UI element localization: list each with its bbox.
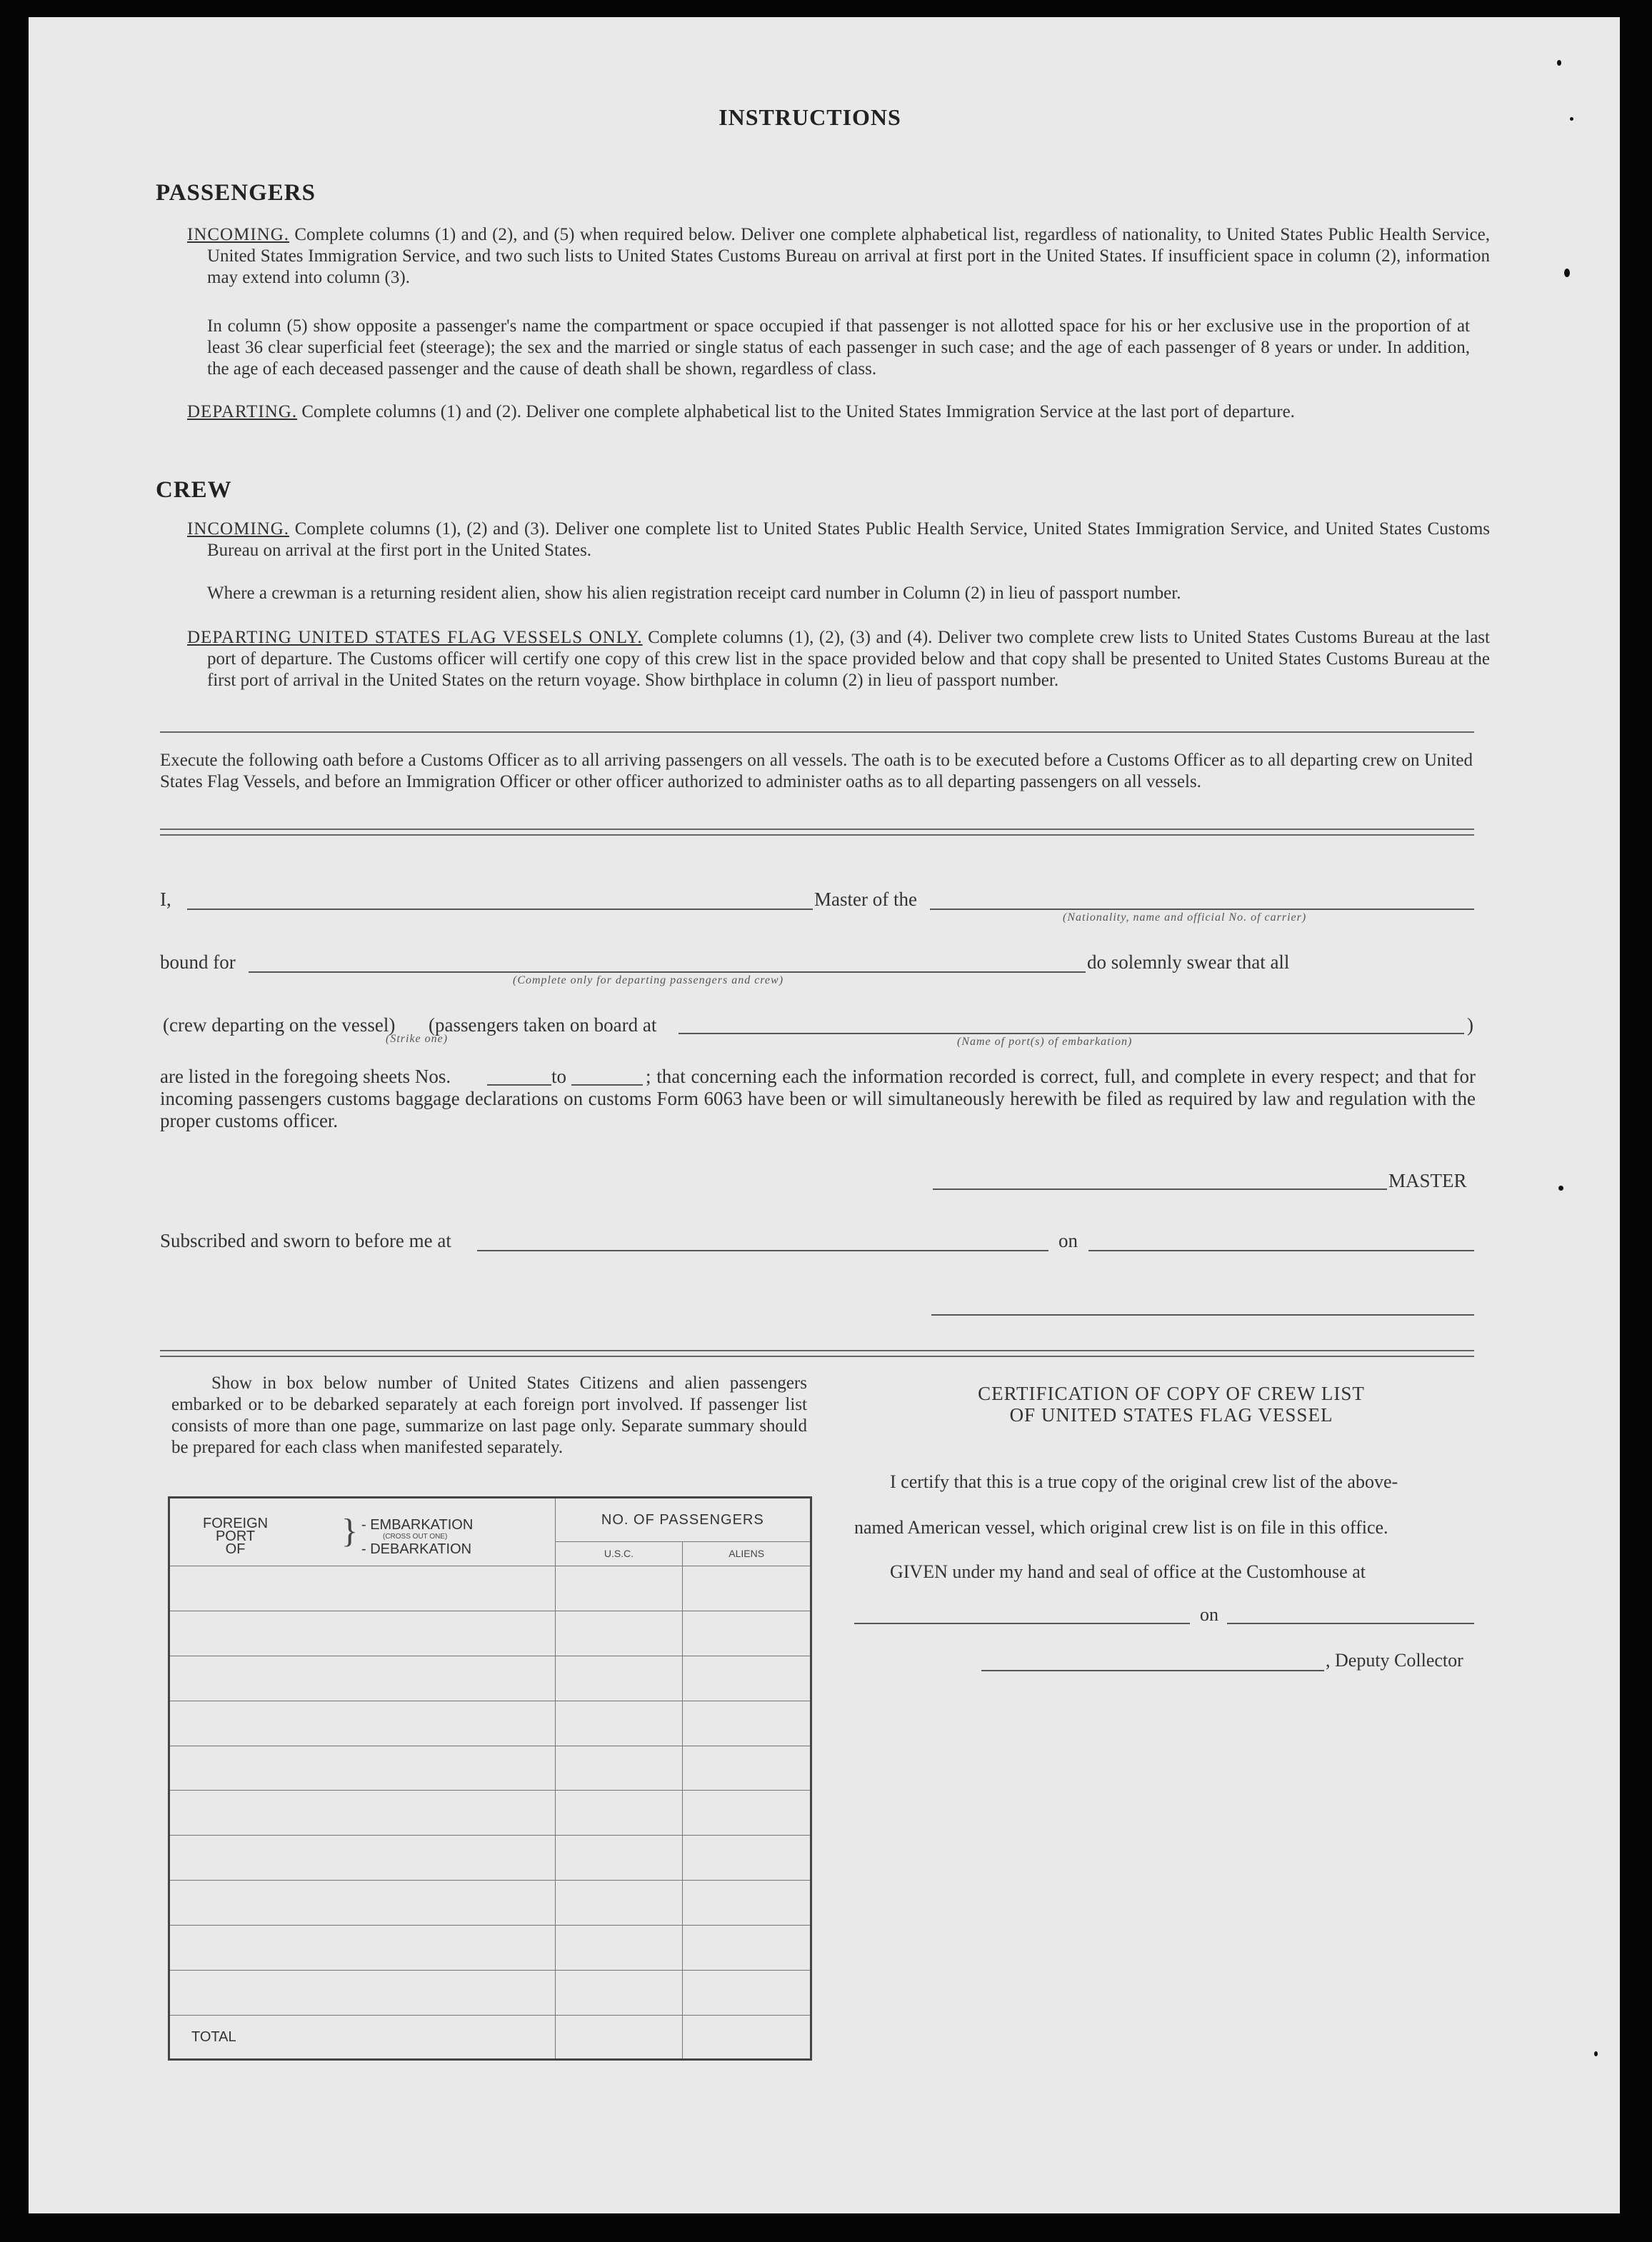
cert-on-label: on [1200, 1604, 1218, 1625]
ports-caption: (Name of port(s) of embarkation) [957, 1036, 1133, 1048]
usc-label: U.S.C. [604, 1547, 634, 1559]
passengers-taken-option[interactable]: (passengers taken on board at [429, 1014, 657, 1036]
crew-departing-paragraph [187, 627, 1490, 691]
sworn-on-label: on [1058, 1230, 1078, 1251]
bound-for-field[interactable] [249, 971, 1086, 973]
foreign-port-of-label: FOREIGN PORT OF [203, 1516, 269, 1557]
crew-departing-option[interactable]: (crew departing on the vessel) [163, 1014, 396, 1036]
double-rule-2-top [160, 1350, 1474, 1351]
ports-field[interactable] [679, 1033, 1464, 1034]
carrier-field[interactable] [930, 909, 1474, 910]
table-row[interactable] [169, 1746, 811, 1791]
master-label: MASTER [1388, 1170, 1467, 1191]
aliens-label: ALIENS [729, 1547, 765, 1559]
deputy-signature-field[interactable] [981, 1670, 1324, 1671]
port-header-cell [169, 1498, 556, 1566]
crew-incoming-text: Complete columns (1), (2) and (3). Deliver one complete list to United States Public Health Service, United States Immigration Service, and United States Customs Bureau on arrival at the first port in the United States. [207, 519, 1490, 560]
cert-date-field[interactable] [1227, 1623, 1474, 1624]
table-row[interactable] [169, 1836, 811, 1881]
table-row[interactable] [169, 1611, 811, 1656]
listed-prefix: are listed in the foregoing sheets Nos. [160, 1066, 451, 1087]
table-row[interactable] [169, 1881, 811, 1926]
passengers-incoming-paragraph [187, 224, 1490, 289]
oath-i-label: I, [160, 889, 171, 910]
given-text: GIVEN under my hand and seal of office at the Customhouse at [890, 1561, 1366, 1582]
passengers-incoming-text: Complete columns (1) and (2), and (5) when required below. Deliver one complete alphabetical list, regardless of nationality, to United States Public Health Service, United States Immigration Service, and two such lists to United States Customs Bureau on arrival at first port in the United States. If insufficient space in column (2), information may extend into column (3). [207, 225, 1490, 287]
page-title: INSTRUCTIONS [719, 104, 901, 130]
table-row[interactable] [169, 1701, 811, 1746]
complete-only-caption: (Complete only for departing passengers and crew) [513, 974, 784, 986]
aliens-header-cell [683, 1542, 811, 1566]
scan-speck [1558, 1186, 1563, 1191]
certify-line1: I certify that this is a true copy of the original crew list of the above- [890, 1471, 1398, 1492]
master-signature-field[interactable] [933, 1188, 1387, 1190]
oath-instructions: Execute the following oath before a Customs Officer as to all arriving passengers on all vessels. The oath is to be executed before a Customs Officer as to all departing crew on United States Flag Vessels, and before an Immigration Officer or other officer authorized to administer oaths as to all departing passengers on all vessels. [160, 751, 1473, 791]
double-rule-bottom [160, 834, 1474, 836]
table-row[interactable] [169, 1926, 811, 1971]
swear-label: do solemnly swear that all [1087, 951, 1290, 973]
passengers-incoming-label: INCOMING. [187, 225, 290, 244]
master-name-field[interactable] [187, 909, 813, 910]
sworn-date-field[interactable] [1088, 1250, 1474, 1251]
listed-text: ; that concerning each the information recorded is correct, full, and complete in every respect; and that for incoming passengers customs baggage declarations on customs Form 6063 have been or will simultaneously herewith be filed as required by law and regulation with the proper customs officer. [160, 1066, 1476, 1131]
scan-speck [1557, 60, 1561, 66]
passengers-departing-label: DEPARTING. [187, 402, 298, 421]
double-rule-2-bottom [160, 1356, 1474, 1357]
crew-resident-paragraph: Where a crewman is a returning resident alien, show his alien registration receipt card number in Column (2) in lieu of passport number. [207, 584, 1181, 603]
nationality-caption: (Nationality, name and official No. of carrier) [1063, 911, 1307, 924]
certify-line2: named American vessel, which original crew list is on file in this office. [854, 1517, 1388, 1538]
crew-heading: CREW [156, 477, 232, 503]
table-row[interactable] [169, 1656, 811, 1701]
crew-incoming-paragraph [187, 519, 1490, 561]
passengers-heading: PASSENGERS [156, 180, 316, 206]
close-paren: ) [1467, 1014, 1473, 1036]
double-rule-top [160, 829, 1474, 830]
table-row[interactable] [169, 1566, 811, 1611]
certification-title-line2: OF UNITED STATES FLAG VESSEL [1009, 1404, 1333, 1426]
no-of-passengers-cell [555, 1498, 811, 1542]
passengers-departing-text: Complete columns (1) and (2). Deliver one complete alphabetical list to the United States Immigration Service at the last port of departure. [297, 402, 1295, 421]
customhouse-field[interactable] [854, 1623, 1190, 1624]
passengers-departing-paragraph [187, 401, 1490, 423]
usc-header-cell [555, 1542, 683, 1566]
passenger-summary-table [168, 1496, 812, 2061]
master-of-label: Master of the [814, 889, 917, 910]
no-of-passengers-label: NO. OF PASSENGERS [601, 1511, 764, 1528]
total-label: TOTAL [191, 2028, 236, 2045]
deputy-collector-label: , Deputy Collector [1326, 1650, 1463, 1671]
crew-departing-label: DEPARTING UNITED STATES FLAG VESSELS ONLY. [187, 628, 643, 647]
summary-instructions: Show in box below number of United States Citizens and alien passengers embarked or to be debarked separately at each foreign port involved. If passenger list consists of more than one page, summarize on last page only. Separate summary should be prepared for each class when manifested separately. [171, 1373, 807, 1457]
passengers-column5-paragraph: In column (5) show opposite a passenger's name the compartment or space occupied if that passenger is not allotted space for his or her exclusive use in the proportion of at least 36 clear superficial feet (steerage); the sex and the married or single status of each passenger in such case; and the age of each passenger of 8 years or under. In addition, the age of each deceased passenger and the cause of death shall be shown, regardless of class. [207, 316, 1470, 379]
sworn-place-field[interactable] [477, 1250, 1048, 1251]
subscribed-label: Subscribed and sworn to before me at [160, 1230, 451, 1251]
table-row[interactable] [169, 1791, 811, 1836]
cross-out-note: (CROSS OUT ONE) [383, 1533, 448, 1541]
section-divider [160, 731, 1474, 733]
embarkation-option[interactable]: - EMBARKATION [361, 1517, 474, 1533]
total-row[interactable] [169, 2016, 811, 2060]
scan-speck [1570, 117, 1573, 121]
scan-speck [1564, 269, 1570, 277]
crew-incoming-label: INCOMING. [187, 519, 290, 539]
scan-speck [1594, 2051, 1598, 2056]
table-row[interactable] [169, 1971, 811, 2016]
debarkation-option[interactable]: - DEBARKATION [361, 1541, 472, 1557]
brace-glyph: } [341, 1512, 359, 1550]
strike-one-caption: (Strike one) [386, 1033, 449, 1045]
bound-for-label: bound for [160, 951, 236, 973]
officer-signature-field[interactable] [931, 1314, 1474, 1316]
crew-departing-text: Complete columns (1), (2), (3) and (4). Deliver two complete crew lists to United States Customs Bureau at the last port of departure. The Customs officer will certify one copy of this crew list in the space provided below and that copy shall be presented to United States Customs Bureau at the first port of arrival in the United States on the return voyage. Show birthplace in column (2) in lieu of passport number. [207, 628, 1490, 690]
to-label: to [551, 1066, 567, 1087]
certification-title-line1: CERTIFICATION OF COPY OF CREW LIST [978, 1383, 1365, 1404]
